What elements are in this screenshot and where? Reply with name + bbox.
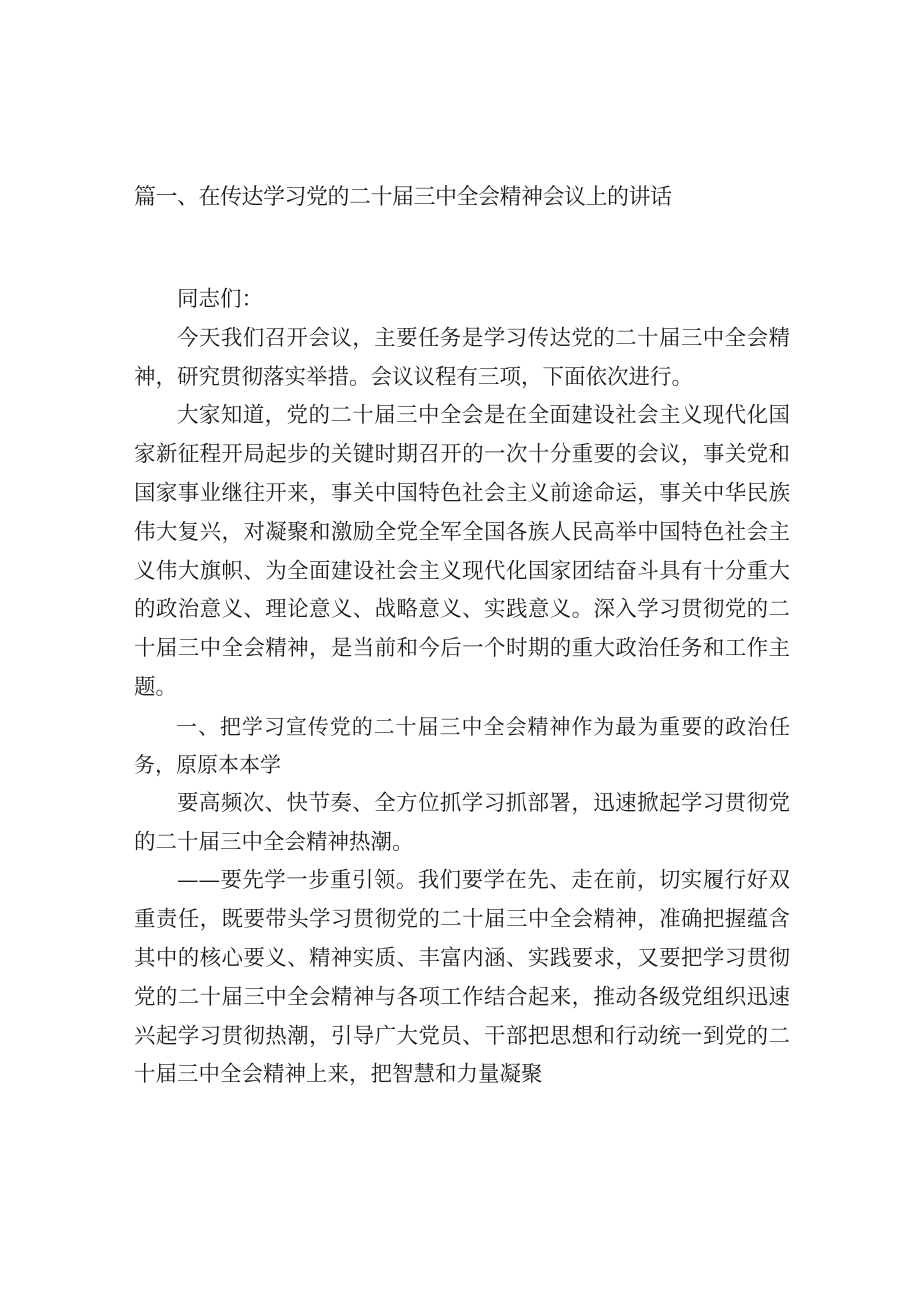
- paragraph-intro: 今天我们召开会议，主要任务是学习传达党的二十届三中全会精神，研究贯彻落实举措。会议议程有三项，下面依次进行。: [134, 325, 790, 390]
- document-body: [134, 281, 790, 1095]
- paragraph-section-2: ——要先学一步重引领。我们要学在先、走在前，切实履行好双重责任，既要带头学习贯彻党的二十届三中全会精神，准确把握蕴含其中的核心要义、精神实质、丰富内涵、实践要求，又要把学习贯彻党的二十届三中全会精神与各项工作结合起来，推动各级党组织迅速兴起学习贯彻热潮，引导广大党员、干部把思想和行动统一到党的二十届三中全会精神上来，把智慧和力量凝聚: [134, 868, 790, 1088]
- document-title: 篇一、在传达学习党的二十届三中全会精神会议上的讲话: [134, 185, 672, 210]
- paragraph-background: 大家知道，党的二十届三中全会是在全面建设社会主义现代化国家新征程开局起步的关键时期召开的一次十分重要的会议，事关党和国家事业继往开来，事关中国特色社会主义前途命运，事关中华民族伟大复兴，对凝聚和激励全党全军全国各族人民高举中国特色社会主义伟大旗帜、为全面建设社会主义现代化国家团结奋斗具有十分重大的政治意义、理论意义、战略意义、实践意义。深入学习贯彻党的二十届三中全会精神，是当前和今后一个时期的重大政治任务和工作主题。: [134, 403, 790, 700]
- paragraph-section-1: 要高频次、快节奏、全方位抓学习抓部署，迅速掀起学习贯彻党的二十届三中全会精神热潮。: [134, 790, 790, 855]
- section-heading: 一、把学习宣传党的二十届三中全会精神作为最为重要的政治任务，原原本本学: [134, 714, 790, 778]
- salutation: 同志们：: [177, 287, 264, 312]
